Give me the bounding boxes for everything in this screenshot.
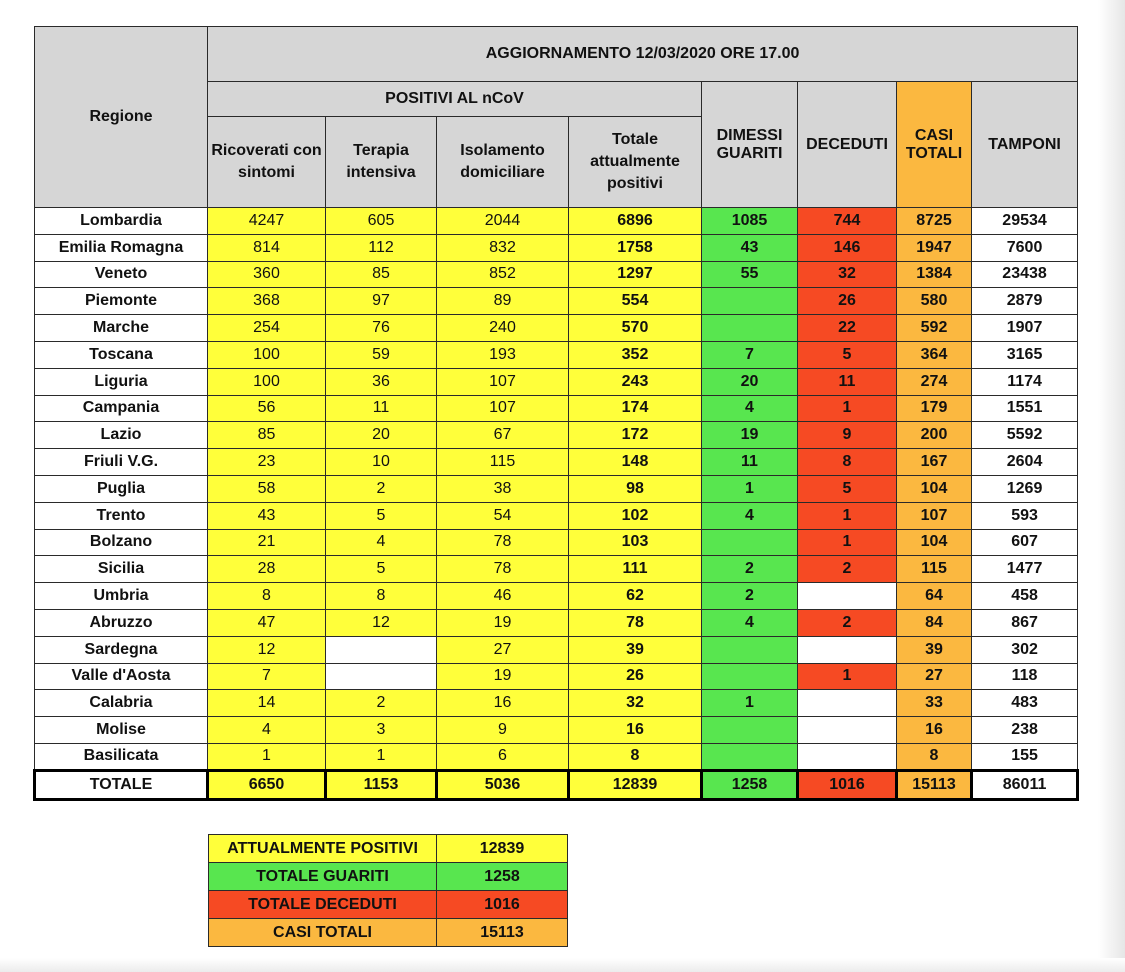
totale-deceduti: 1016 — [798, 770, 897, 799]
cell-deceduti: 1 — [798, 529, 897, 556]
cell-terapia: 5 — [326, 502, 437, 529]
cell-casi: 167 — [897, 449, 972, 476]
cell-dimessi — [702, 717, 798, 744]
regione-header: Regione — [35, 27, 208, 208]
cell-casi: 64 — [897, 583, 972, 610]
cell-isolamento: 78 — [437, 529, 569, 556]
cell-terapia: 59 — [326, 341, 437, 368]
cell-terapia: 112 — [326, 234, 437, 261]
cell-totale: 174 — [569, 395, 702, 422]
cell-regione: Umbria — [35, 583, 208, 610]
cell-terapia: 10 — [326, 449, 437, 476]
summary-value: 15113 — [437, 919, 568, 947]
totale-row — [35, 770, 1078, 799]
cell-totale: 103 — [569, 529, 702, 556]
cell-deceduti: 26 — [798, 288, 897, 315]
totale-casi: 15113 — [897, 770, 972, 799]
cell-deceduti: 8 — [798, 449, 897, 476]
cell-isolamento: 6 — [437, 743, 569, 770]
cell-dimessi: 43 — [702, 234, 798, 261]
cell-terapia — [326, 663, 437, 690]
update-title: AGGIORNAMENTO 12/03/2020 ORE 17.00 — [208, 27, 1078, 82]
summary-label: TOTALE DECEDUTI — [209, 891, 437, 919]
cell-ricoverati: 8 — [208, 583, 326, 610]
table-row — [35, 288, 1078, 315]
cell-isolamento: 46 — [437, 583, 569, 610]
terapia-header: Terapia intensiva — [326, 117, 437, 208]
cell-totale: 570 — [569, 315, 702, 342]
cell-casi: 274 — [897, 368, 972, 395]
cell-ricoverati: 23 — [208, 449, 326, 476]
cell-casi: 580 — [897, 288, 972, 315]
cell-isolamento: 115 — [437, 449, 569, 476]
cell-regione: Sardegna — [35, 636, 208, 663]
casi-totali-header: CASI TOTALI — [897, 82, 972, 208]
cell-casi: 16 — [897, 717, 972, 744]
cell-ricoverati: 7 — [208, 663, 326, 690]
cell-ricoverati: 21 — [208, 529, 326, 556]
table-row — [35, 663, 1078, 690]
table-row — [35, 368, 1078, 395]
cell-regione: Valle d'Aosta — [35, 663, 208, 690]
cell-regione: Campania — [35, 395, 208, 422]
cell-casi: 39 — [897, 636, 972, 663]
totale-dimessi: 1258 — [702, 770, 798, 799]
cell-deceduti: 32 — [798, 261, 897, 288]
table-row — [35, 315, 1078, 342]
cell-regione: Puglia — [35, 475, 208, 502]
cell-isolamento: 193 — [437, 341, 569, 368]
cell-isolamento: 9 — [437, 717, 569, 744]
cell-regione: Emilia Romagna — [35, 234, 208, 261]
cell-terapia: 2 — [326, 475, 437, 502]
cell-totale: 1758 — [569, 234, 702, 261]
cell-dimessi: 4 — [702, 502, 798, 529]
cell-isolamento: 54 — [437, 502, 569, 529]
cell-ricoverati: 254 — [208, 315, 326, 342]
cell-tamponi: 302 — [972, 636, 1078, 663]
summary-row — [209, 891, 568, 919]
cell-isolamento: 19 — [437, 609, 569, 636]
cell-isolamento: 19 — [437, 663, 569, 690]
summary-row — [209, 919, 568, 947]
cell-isolamento: 89 — [437, 288, 569, 315]
cell-terapia: 11 — [326, 395, 437, 422]
cell-dimessi — [702, 743, 798, 770]
table-row — [35, 341, 1078, 368]
cell-deceduti — [798, 636, 897, 663]
cell-deceduti: 22 — [798, 315, 897, 342]
cell-casi: 104 — [897, 475, 972, 502]
cell-deceduti: 2 — [798, 556, 897, 583]
cell-deceduti — [798, 717, 897, 744]
cell-tamponi: 1907 — [972, 315, 1078, 342]
cell-tamponi: 23438 — [972, 261, 1078, 288]
cell-casi: 8725 — [897, 208, 972, 235]
cell-dimessi: 1 — [702, 475, 798, 502]
cell-isolamento: 107 — [437, 395, 569, 422]
cell-regione: Veneto — [35, 261, 208, 288]
cell-dimessi: 11 — [702, 449, 798, 476]
cell-totale: 8 — [569, 743, 702, 770]
cell-terapia: 2 — [326, 690, 437, 717]
cell-dimessi — [702, 636, 798, 663]
cell-regione: Liguria — [35, 368, 208, 395]
cell-deceduti: 5 — [798, 475, 897, 502]
positivi-group-header: POSITIVI AL nCoV — [208, 82, 702, 117]
table-row — [35, 583, 1078, 610]
table-row — [35, 261, 1078, 288]
cell-tamponi: 1551 — [972, 395, 1078, 422]
cell-dimessi: 4 — [702, 609, 798, 636]
cell-deceduti: 744 — [798, 208, 897, 235]
cell-terapia: 20 — [326, 422, 437, 449]
cell-ricoverati: 12 — [208, 636, 326, 663]
cell-ricoverati: 47 — [208, 609, 326, 636]
cell-dimessi: 55 — [702, 261, 798, 288]
cell-regione: Lombardia — [35, 208, 208, 235]
cell-ricoverati: 360 — [208, 261, 326, 288]
cell-casi: 1947 — [897, 234, 972, 261]
cell-casi: 592 — [897, 315, 972, 342]
summary-table — [208, 834, 568, 947]
cell-ricoverati: 56 — [208, 395, 326, 422]
cell-dimessi — [702, 288, 798, 315]
ricoverati-header: Ricoverati con sintomi — [208, 117, 326, 208]
cell-casi: 1384 — [897, 261, 972, 288]
table-row — [35, 475, 1078, 502]
table-row — [35, 609, 1078, 636]
cell-isolamento: 852 — [437, 261, 569, 288]
cell-deceduti — [798, 583, 897, 610]
cell-ricoverati: 4247 — [208, 208, 326, 235]
summary-row — [209, 863, 568, 891]
cell-totale: 26 — [569, 663, 702, 690]
cell-dimessi — [702, 663, 798, 690]
cell-deceduti: 5 — [798, 341, 897, 368]
cell-casi: 104 — [897, 529, 972, 556]
table-row — [35, 449, 1078, 476]
cell-totale: 1297 — [569, 261, 702, 288]
cell-casi: 84 — [897, 609, 972, 636]
cell-dimessi: 1085 — [702, 208, 798, 235]
cell-totale: 6896 — [569, 208, 702, 235]
cell-regione: Trento — [35, 502, 208, 529]
cell-regione: Molise — [35, 717, 208, 744]
cell-dimessi — [702, 315, 798, 342]
cell-isolamento: 78 — [437, 556, 569, 583]
summary-label: TOTALE GUARITI — [209, 863, 437, 891]
cell-totale: 111 — [569, 556, 702, 583]
cell-tamponi: 1174 — [972, 368, 1078, 395]
cell-isolamento: 107 — [437, 368, 569, 395]
cell-terapia: 4 — [326, 529, 437, 556]
cell-terapia: 97 — [326, 288, 437, 315]
table-row — [35, 234, 1078, 261]
cell-deceduti: 11 — [798, 368, 897, 395]
cell-tamponi: 483 — [972, 690, 1078, 717]
cell-regione: Sicilia — [35, 556, 208, 583]
cell-totale: 102 — [569, 502, 702, 529]
totale-ricoverati: 6650 — [208, 770, 326, 799]
summary-label: ATTUALMENTE POSITIVI — [209, 835, 437, 863]
cell-deceduti: 2 — [798, 609, 897, 636]
cell-ricoverati: 14 — [208, 690, 326, 717]
cell-dimessi: 2 — [702, 583, 798, 610]
cell-regione: Bolzano — [35, 529, 208, 556]
cell-ricoverati: 100 — [208, 368, 326, 395]
cell-casi: 179 — [897, 395, 972, 422]
cell-tamponi: 593 — [972, 502, 1078, 529]
cell-regione: Toscana — [35, 341, 208, 368]
totale-positivi: 12839 — [569, 770, 702, 799]
cell-regione: Marche — [35, 315, 208, 342]
cell-tamponi: 867 — [972, 609, 1078, 636]
deceduti-header: DECEDUTI — [798, 82, 897, 208]
cell-ricoverati: 1 — [208, 743, 326, 770]
cell-dimessi: 4 — [702, 395, 798, 422]
cell-ricoverati: 58 — [208, 475, 326, 502]
cell-terapia: 3 — [326, 717, 437, 744]
cell-dimessi — [702, 529, 798, 556]
cell-totale: 78 — [569, 609, 702, 636]
cell-casi: 115 — [897, 556, 972, 583]
page-bottom-shadow — [0, 958, 1125, 972]
cell-totale: 243 — [569, 368, 702, 395]
table-row — [35, 556, 1078, 583]
cell-totale: 62 — [569, 583, 702, 610]
cell-tamponi: 118 — [972, 663, 1078, 690]
cell-ricoverati: 368 — [208, 288, 326, 315]
cell-totale: 16 — [569, 717, 702, 744]
cell-deceduti: 1 — [798, 502, 897, 529]
tamponi-header: TAMPONI — [972, 82, 1078, 208]
cell-tamponi: 7600 — [972, 234, 1078, 261]
table-row — [35, 502, 1078, 529]
cell-ricoverati: 814 — [208, 234, 326, 261]
cell-ricoverati: 85 — [208, 422, 326, 449]
cell-isolamento: 16 — [437, 690, 569, 717]
cell-deceduti — [798, 690, 897, 717]
cell-totale: 39 — [569, 636, 702, 663]
summary-value: 12839 — [437, 835, 568, 863]
cell-tamponi: 155 — [972, 743, 1078, 770]
cell-regione: Friuli V.G. — [35, 449, 208, 476]
cell-casi: 107 — [897, 502, 972, 529]
cell-terapia: 605 — [326, 208, 437, 235]
page-edge-shadow — [1098, 0, 1125, 972]
cell-ricoverati: 28 — [208, 556, 326, 583]
cell-terapia: 1 — [326, 743, 437, 770]
cell-regione: Abruzzo — [35, 609, 208, 636]
cell-totale: 172 — [569, 422, 702, 449]
table-row — [35, 395, 1078, 422]
cell-terapia — [326, 636, 437, 663]
cell-casi: 8 — [897, 743, 972, 770]
cell-regione: Basilicata — [35, 743, 208, 770]
cell-tamponi: 2879 — [972, 288, 1078, 315]
cell-terapia: 5 — [326, 556, 437, 583]
cell-tamponi: 2604 — [972, 449, 1078, 476]
cell-dimessi: 1 — [702, 690, 798, 717]
totale-label: TOTALE — [35, 770, 208, 799]
cell-regione: Calabria — [35, 690, 208, 717]
cell-totale: 32 — [569, 690, 702, 717]
cell-isolamento: 27 — [437, 636, 569, 663]
cell-isolamento: 240 — [437, 315, 569, 342]
cell-casi: 200 — [897, 422, 972, 449]
cell-tamponi: 458 — [972, 583, 1078, 610]
cell-tamponi: 29534 — [972, 208, 1078, 235]
cell-isolamento: 2044 — [437, 208, 569, 235]
totale-terapia: 1153 — [326, 770, 437, 799]
table-row — [35, 717, 1078, 744]
cell-terapia: 8 — [326, 583, 437, 610]
cell-casi: 27 — [897, 663, 972, 690]
cell-casi: 33 — [897, 690, 972, 717]
cell-dimessi: 20 — [702, 368, 798, 395]
table-row — [35, 636, 1078, 663]
cell-totale: 352 — [569, 341, 702, 368]
cell-ricoverati: 100 — [208, 341, 326, 368]
cell-dimessi: 19 — [702, 422, 798, 449]
cell-ricoverati: 4 — [208, 717, 326, 744]
cell-tamponi: 5592 — [972, 422, 1078, 449]
cell-deceduti: 146 — [798, 234, 897, 261]
cell-casi: 364 — [897, 341, 972, 368]
summary-label: CASI TOTALI — [209, 919, 437, 947]
cell-totale: 98 — [569, 475, 702, 502]
cell-isolamento: 67 — [437, 422, 569, 449]
totale-isolamento: 5036 — [437, 770, 569, 799]
cell-ricoverati: 43 — [208, 502, 326, 529]
cell-deceduti — [798, 743, 897, 770]
cell-totale: 148 — [569, 449, 702, 476]
cell-tamponi: 1269 — [972, 475, 1078, 502]
table-row — [35, 208, 1078, 235]
cell-deceduti: 1 — [798, 663, 897, 690]
totale-tamponi: 86011 — [972, 770, 1078, 799]
cell-terapia: 36 — [326, 368, 437, 395]
table-row — [35, 422, 1078, 449]
cell-tamponi: 3165 — [972, 341, 1078, 368]
table-row — [35, 690, 1078, 717]
cell-terapia: 12 — [326, 609, 437, 636]
cell-regione: Piemonte — [35, 288, 208, 315]
cell-totale: 554 — [569, 288, 702, 315]
cell-isolamento: 832 — [437, 234, 569, 261]
cell-terapia: 85 — [326, 261, 437, 288]
cell-tamponi: 238 — [972, 717, 1078, 744]
cell-tamponi: 607 — [972, 529, 1078, 556]
cell-deceduti: 1 — [798, 395, 897, 422]
summary-row — [209, 835, 568, 863]
cell-terapia: 76 — [326, 315, 437, 342]
covid-regional-table — [33, 26, 1079, 801]
table-row — [35, 743, 1078, 770]
isolamento-header: Isolamento domiciliare — [437, 117, 569, 208]
cell-isolamento: 38 — [437, 475, 569, 502]
table-row — [35, 529, 1078, 556]
cell-deceduti: 9 — [798, 422, 897, 449]
dimessi-header: DIMESSI GUARITI — [702, 82, 798, 208]
cell-dimessi: 7 — [702, 341, 798, 368]
summary-value: 1016 — [437, 891, 568, 919]
summary-value: 1258 — [437, 863, 568, 891]
totale-positivi-header: Totale attualmente positivi — [569, 117, 702, 208]
cell-tamponi: 1477 — [972, 556, 1078, 583]
cell-regione: Lazio — [35, 422, 208, 449]
cell-dimessi: 2 — [702, 556, 798, 583]
